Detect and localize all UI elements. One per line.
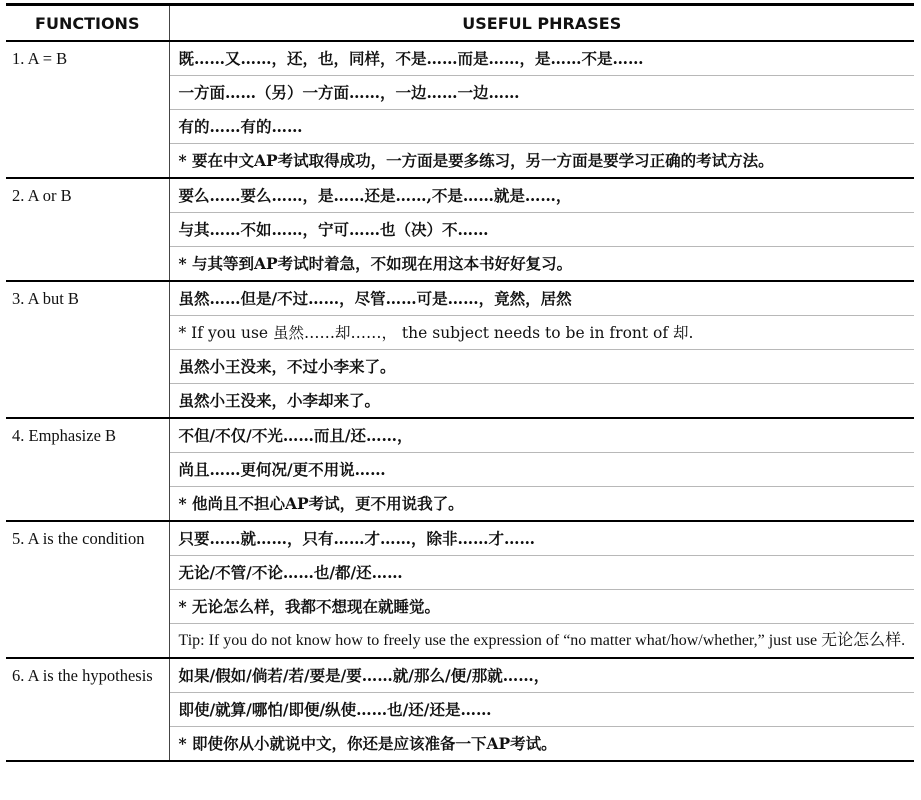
table-row xyxy=(6,41,914,178)
phrases-cell xyxy=(169,418,914,521)
phrase-line: 虽然……但是/不过……，尽管……可是……，竟然，居然 xyxy=(170,282,915,316)
table-row xyxy=(6,658,914,761)
function-label: 3. A but B xyxy=(12,289,79,308)
function-cell xyxy=(6,178,169,281)
function-cell xyxy=(6,281,169,418)
phrase-line: 既……又……，还，也，同样，不是……而是……，是……不是…… xyxy=(170,42,915,76)
phrase-line: 无论/不管/不论……也/都/还…… xyxy=(170,556,915,590)
function-cell xyxy=(6,658,169,761)
function-label: 2. A or B xyxy=(12,186,72,205)
function-label: 4. Emphasize B xyxy=(12,426,117,445)
table-row xyxy=(6,178,914,281)
phrase-line: 尚且……更何况/更不用说…… xyxy=(170,453,915,487)
example-sentence: * 与其等到AP考试时着急，不如现在用这本书好好复习。 xyxy=(178,254,573,273)
phrases-cell xyxy=(169,41,914,178)
phrases-table xyxy=(6,3,914,762)
table-row xyxy=(6,281,914,418)
example-sentence: * 即使你从小就说中文，你还是应该准备一下AP考试。 xyxy=(178,734,557,753)
phrase-line: 不但/不仅/不光……而且/还……， xyxy=(170,419,915,453)
function-label: 6. A is the hypothesis xyxy=(12,666,153,685)
table-header-row xyxy=(6,5,914,42)
example-sentence: 虽然小王没来，小李却来了。 xyxy=(178,391,381,410)
phrase-line: 只要……就……，只有……才……，除非……才…… xyxy=(170,522,915,556)
useful-phrases-header: USEFUL PHRASES xyxy=(169,5,914,42)
function-cell xyxy=(6,41,169,178)
phrases-cell xyxy=(169,281,914,418)
example-sentence: 虽然小王没来，不过小李来了。 xyxy=(170,350,915,384)
functions-header: FUNCTIONS xyxy=(6,5,169,42)
example-sentence: * 他尚且不担心AP考试，更不用说我了。 xyxy=(178,494,464,513)
phrase-line: 一方面……（另）一方面……，一边……一边…… xyxy=(170,76,915,110)
phrases-cell xyxy=(169,658,914,761)
example-sentence: * 要在中文AP考试取得成功，一方面是要多练习，另一方面是要学习正确的考试方法。 xyxy=(178,151,774,170)
phrase-line: 如果/假如/倘若/若/要是/要……就/那么/便/那就……， xyxy=(170,659,915,693)
table-row xyxy=(6,521,914,658)
example-sentence: * 无论怎么样，我都不想现在就睡觉。 xyxy=(170,590,915,624)
usage-note: * If you use 虽然……却……， the subject needs to be in front of 却. xyxy=(170,316,915,350)
phrase-line: 即使/就算/哪怕/即便/纵使……也/还/还是…… xyxy=(170,693,915,727)
function-label: 1. A = B xyxy=(12,49,68,68)
phrase-line: 有的……有的…… xyxy=(170,110,915,144)
phrases-cell xyxy=(169,521,914,658)
function-cell xyxy=(6,418,169,521)
table-row xyxy=(6,418,914,521)
phrases-cell xyxy=(169,178,914,281)
phrases-table-container xyxy=(6,3,914,762)
function-label: 5. A is the condition xyxy=(12,529,145,548)
function-cell xyxy=(6,521,169,658)
phrase-line: 要么……要么……，是……还是……,不是……就是……， xyxy=(170,179,915,213)
phrase-line: 与其……不如……，宁可……也（决）不…… xyxy=(170,213,915,247)
tip-note: Tip: If you do not know how to freely use the expression of “no matter what/how/whether,” just use 无论怎么样. xyxy=(178,632,906,649)
